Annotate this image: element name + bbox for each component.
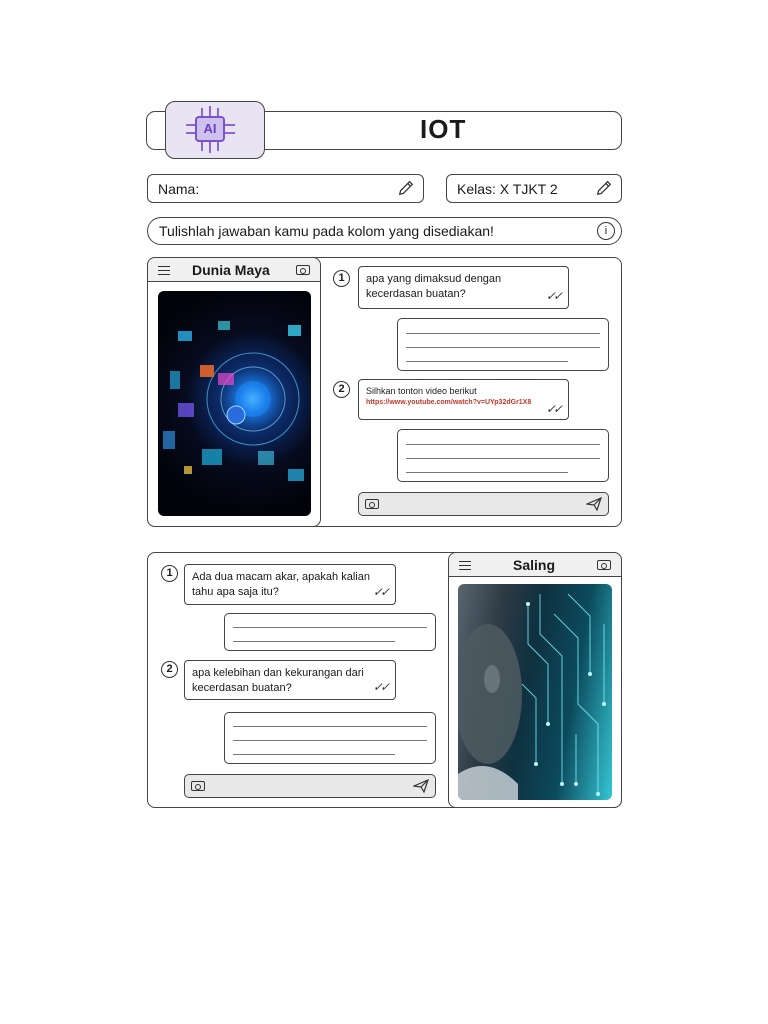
menu-icon[interactable] [158, 266, 170, 275]
info-icon[interactable]: i [597, 222, 615, 240]
menu-icon[interactable] [459, 561, 471, 570]
question-text: apa yang dimaksud dengan kecerdasan buatan? [366, 273, 502, 300]
chip-pin [209, 142, 211, 153]
question-bubble-2 [358, 379, 569, 420]
question-number-badge: 2 [161, 661, 178, 678]
question-number-badge: 1 [333, 270, 350, 287]
question-bubble-4 [184, 660, 396, 700]
instruction-bar [147, 217, 622, 245]
chip-pin [186, 132, 195, 134]
phone-header [449, 553, 621, 577]
message-input-bar[interactable] [358, 492, 609, 516]
page-title: IOT [420, 114, 467, 144]
pencil-icon[interactable] [397, 179, 415, 197]
question-text: apa kelebihan dan kekurangan dari kecerdasan buatan? [192, 667, 364, 694]
answer-box-3[interactable] [224, 613, 436, 651]
message-input-bar[interactable] [184, 774, 436, 798]
answer-box-4[interactable] [224, 712, 436, 764]
double-check-icon: ✓✓ [372, 585, 387, 599]
kelas-field[interactable] [446, 174, 622, 203]
nama-field[interactable] [147, 174, 424, 203]
video-link[interactable]: https://www.youtube.com/watch?v=UYp32dGr1X8 [366, 399, 532, 406]
answer-box-2[interactable] [397, 429, 609, 482]
double-check-icon: ✓✓ [372, 680, 387, 694]
phone-title: Dunia Maya [192, 262, 270, 278]
instruction-text: Tulishlah jawaban kamu pada kolom yang disediakan! [159, 223, 494, 239]
phone-title: Saling [513, 557, 556, 573]
ai-chip-icon: AI [195, 116, 225, 142]
answer-box-1[interactable] [397, 318, 609, 371]
kelas-label: Kelas: X TJKT 2 [457, 181, 558, 197]
double-check-icon: ✓✓ [545, 402, 560, 416]
chip-pin [217, 108, 219, 116]
chip-pin [201, 142, 203, 151]
chip-pin [217, 142, 219, 151]
question-bubble-3 [184, 564, 396, 605]
ai-cyber-image [158, 291, 311, 516]
question-number-badge: 1 [161, 565, 178, 582]
send-icon[interactable] [586, 497, 602, 511]
chip-pin [225, 132, 235, 134]
pencil-icon[interactable] [595, 179, 613, 197]
nama-label: Nama: [158, 181, 200, 197]
phone-card-dunia-maya [147, 257, 321, 527]
chip-pin [201, 108, 203, 116]
phone-header [148, 258, 320, 282]
question-text: Silhkan tonton video berikut [366, 386, 477, 396]
phone-card-saling [448, 552, 622, 808]
camera-icon[interactable] [365, 499, 379, 509]
question-text: Ada dua macam akar, apakah kalian tahu apa saja itu? [192, 571, 370, 598]
send-icon[interactable] [413, 779, 429, 793]
question-bubble-1 [358, 266, 569, 309]
camera-icon[interactable] [296, 265, 310, 275]
circuit-face-image [458, 584, 612, 800]
question-number-badge: 2 [333, 381, 350, 398]
camera-icon[interactable] [597, 560, 611, 570]
chip-pin [209, 106, 211, 116]
chip-pin [186, 124, 195, 126]
double-check-icon: ✓✓ [545, 289, 560, 303]
chip-pin [225, 124, 235, 126]
camera-icon[interactable] [191, 781, 205, 791]
